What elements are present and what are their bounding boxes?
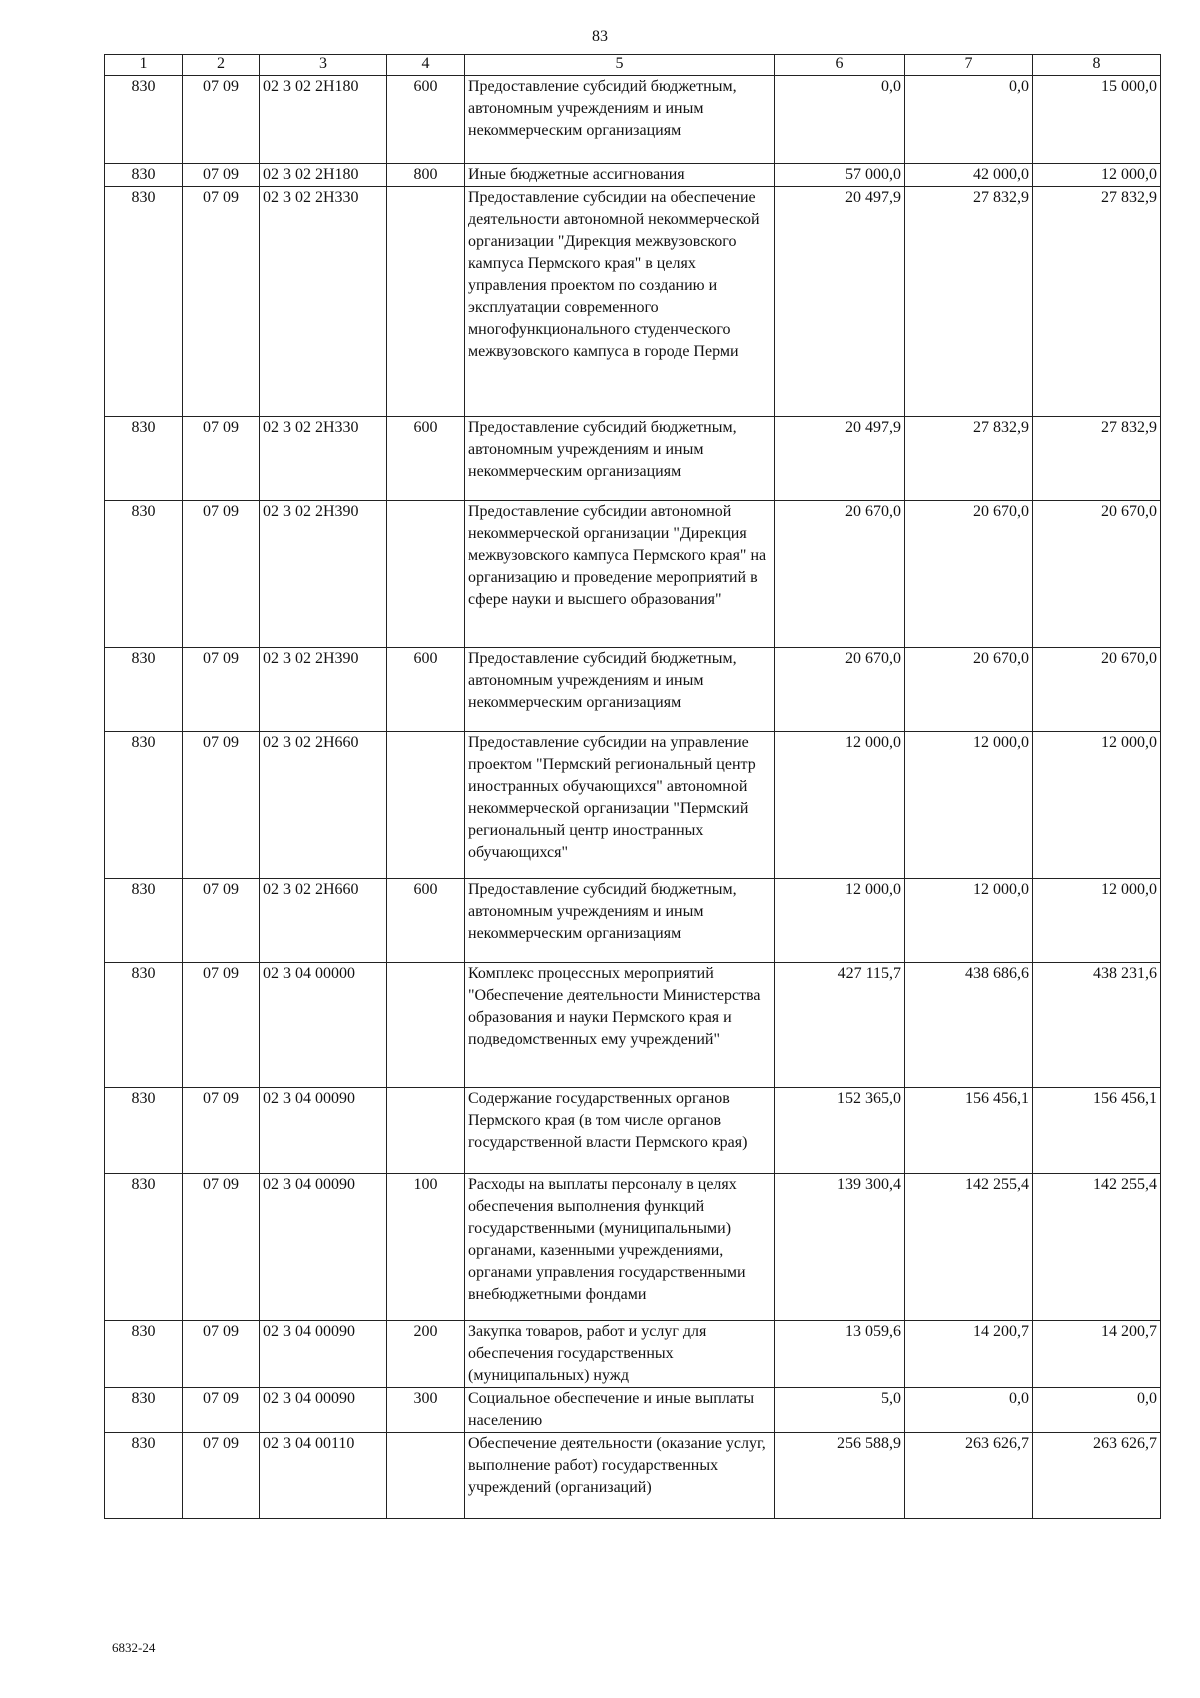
amount-year3-cell: 142 255,4	[1033, 1174, 1161, 1321]
section-cell: 07 09	[183, 648, 260, 732]
table-row	[105, 1321, 1161, 1388]
table-row	[105, 187, 1161, 417]
target-article-cell: 02 3 02 2Н330	[260, 417, 387, 501]
amount-year2-cell: 438 686,6	[905, 963, 1033, 1088]
table-header	[105, 55, 1161, 76]
table-row	[105, 164, 1161, 187]
admin-code-cell: 830	[105, 1174, 183, 1321]
amount-year3-cell: 438 231,6	[1033, 963, 1161, 1088]
amount-year2-cell: 20 670,0	[905, 501, 1033, 648]
expense-kind-cell	[387, 501, 465, 648]
target-article-cell: 02 3 02 2Н180	[260, 76, 387, 164]
amount-year1-cell: 139 300,4	[775, 1174, 905, 1321]
table-row	[105, 1088, 1161, 1174]
column-header: 3	[260, 55, 387, 76]
section-cell: 07 09	[183, 501, 260, 648]
amount-year1-cell: 20 497,9	[775, 417, 905, 501]
amount-year2-cell: 156 456,1	[905, 1088, 1033, 1174]
item-name-cell: Комплекс процессных мероприятий "Обеспечение деятельности Министерства образования и науки Пермского края и подведомственных ему учреждений"	[465, 963, 775, 1088]
admin-code-cell: 830	[105, 417, 183, 501]
amount-year2-cell: 42 000,0	[905, 164, 1033, 187]
amount-year3-cell: 12 000,0	[1033, 164, 1161, 187]
table-row	[105, 1174, 1161, 1321]
section-cell: 07 09	[183, 1388, 260, 1433]
section-cell: 07 09	[183, 1174, 260, 1321]
table-row	[105, 963, 1161, 1088]
expense-kind-cell: 300	[387, 1388, 465, 1433]
section-cell: 07 09	[183, 1321, 260, 1388]
section-cell: 07 09	[183, 1088, 260, 1174]
table-row	[105, 648, 1161, 732]
budget-table	[104, 54, 1161, 1519]
amount-year3-cell: 27 832,9	[1033, 187, 1161, 417]
amount-year1-cell: 12 000,0	[775, 732, 905, 879]
amount-year2-cell: 12 000,0	[905, 732, 1033, 879]
amount-year3-cell: 156 456,1	[1033, 1088, 1161, 1174]
expense-kind-cell	[387, 1433, 465, 1519]
amount-year1-cell: 152 365,0	[775, 1088, 905, 1174]
expense-kind-cell: 600	[387, 76, 465, 164]
item-name-cell: Предоставление субсидии на обеспечение деятельности автономной некоммерческой организации "Дирекция межвузовского кампуса Пермского края" в целях управления проектом по созданию и эксплуатации современного многофункционального студенческого межвузовского кампуса в городе Перми	[465, 187, 775, 417]
amount-year2-cell: 27 832,9	[905, 187, 1033, 417]
column-header: 6	[775, 55, 905, 76]
amount-year2-cell: 263 626,7	[905, 1433, 1033, 1519]
target-article-cell: 02 3 04 00090	[260, 1088, 387, 1174]
column-header: 1	[105, 55, 183, 76]
admin-code-cell: 830	[105, 1433, 183, 1519]
amount-year1-cell: 0,0	[775, 76, 905, 164]
amount-year3-cell: 15 000,0	[1033, 76, 1161, 164]
amount-year1-cell: 427 115,7	[775, 963, 905, 1088]
table-row	[105, 76, 1161, 164]
target-article-cell: 02 3 04 00110	[260, 1433, 387, 1519]
amount-year3-cell: 14 200,7	[1033, 1321, 1161, 1388]
column-header: 4	[387, 55, 465, 76]
admin-code-cell: 830	[105, 76, 183, 164]
amount-year1-cell: 20 497,9	[775, 187, 905, 417]
target-article-cell: 02 3 04 00090	[260, 1321, 387, 1388]
item-name-cell: Обеспечение деятельности (оказание услуг, выполнение работ) государственных учреждений (организаций)	[465, 1433, 775, 1519]
admin-code-cell: 830	[105, 1388, 183, 1433]
amount-year2-cell: 0,0	[905, 1388, 1033, 1433]
section-cell: 07 09	[183, 164, 260, 187]
expense-kind-cell: 200	[387, 1321, 465, 1388]
section-cell: 07 09	[183, 1433, 260, 1519]
column-header: 2	[183, 55, 260, 76]
amount-year1-cell: 5,0	[775, 1388, 905, 1433]
amount-year1-cell: 20 670,0	[775, 501, 905, 648]
expense-kind-cell	[387, 963, 465, 1088]
table-row	[105, 732, 1161, 879]
item-name-cell: Предоставление субсидий бюджетным, автономным учреждениям и иным некоммерческим организациям	[465, 76, 775, 164]
admin-code-cell: 830	[105, 879, 183, 963]
admin-code-cell: 830	[105, 732, 183, 879]
target-article-cell: 02 3 02 2Н660	[260, 879, 387, 963]
amount-year2-cell: 27 832,9	[905, 417, 1033, 501]
page-number: 83	[592, 28, 608, 45]
item-name-cell: Иные бюджетные ассигнования	[465, 164, 775, 187]
admin-code-cell: 830	[105, 187, 183, 417]
admin-code-cell: 830	[105, 1088, 183, 1174]
section-cell: 07 09	[183, 187, 260, 417]
expense-kind-cell	[387, 732, 465, 879]
amount-year2-cell: 20 670,0	[905, 648, 1033, 732]
section-cell: 07 09	[183, 732, 260, 879]
item-name-cell: Предоставление субсидий бюджетным, автономным учреждениям и иным некоммерческим организациям	[465, 879, 775, 963]
amount-year3-cell: 263 626,7	[1033, 1433, 1161, 1519]
amount-year1-cell: 57 000,0	[775, 164, 905, 187]
target-article-cell: 02 3 02 2Н330	[260, 187, 387, 417]
table-row	[105, 501, 1161, 648]
amount-year2-cell: 12 000,0	[905, 879, 1033, 963]
expense-kind-cell: 600	[387, 648, 465, 732]
item-name-cell: Расходы на выплаты персоналу в целях обеспечения выполнения функций государственными (муниципальными) органами, казенными учреждениями, органами управления государственными внебюджетными фондами	[465, 1174, 775, 1321]
column-header: 7	[905, 55, 1033, 76]
column-number-row	[105, 55, 1161, 76]
target-article-cell: 02 3 02 2Н660	[260, 732, 387, 879]
item-name-cell: Социальное обеспечение и иные выплаты населению	[465, 1388, 775, 1433]
target-article-cell: 02 3 02 2Н180	[260, 164, 387, 187]
section-cell: 07 09	[183, 76, 260, 164]
amount-year1-cell: 13 059,6	[775, 1321, 905, 1388]
amount-year3-cell: 20 670,0	[1033, 501, 1161, 648]
document-code: 6832-24	[112, 1640, 156, 1655]
table-body	[105, 76, 1161, 1519]
admin-code-cell: 830	[105, 963, 183, 1088]
target-article-cell: 02 3 02 2Н390	[260, 648, 387, 732]
amount-year1-cell: 20 670,0	[775, 648, 905, 732]
amount-year3-cell: 27 832,9	[1033, 417, 1161, 501]
admin-code-cell: 830	[105, 1321, 183, 1388]
target-article-cell: 02 3 02 2Н390	[260, 501, 387, 648]
item-name-cell: Предоставление субсидии автономной некоммерческой организации "Дирекция межвузовского кампуса Пермского края" на организацию и проведение мероприятий в сфере науки и высшего образования"	[465, 501, 775, 648]
table-row	[105, 1388, 1161, 1433]
section-cell: 07 09	[183, 879, 260, 963]
amount-year2-cell: 142 255,4	[905, 1174, 1033, 1321]
admin-code-cell: 830	[105, 164, 183, 187]
expense-kind-cell	[387, 1088, 465, 1174]
target-article-cell: 02 3 04 00090	[260, 1388, 387, 1433]
table-row	[105, 1433, 1161, 1519]
table-row	[105, 879, 1161, 963]
amount-year2-cell: 0,0	[905, 76, 1033, 164]
target-article-cell: 02 3 04 00000	[260, 963, 387, 1088]
item-name-cell: Предоставление субсидий бюджетным, автономным учреждениям и иным некоммерческим организациям	[465, 648, 775, 732]
item-name-cell: Предоставление субсидии на управление проектом "Пермский региональный центр иностранных обучающихся" автономной некоммерческой организации "Пермский региональный центр иностранных обучающихся"	[465, 732, 775, 879]
item-name-cell: Содержание государственных органов Пермского края (в том числе органов государственной власти Пермского края)	[465, 1088, 775, 1174]
item-name-cell: Закупка товаров, работ и услуг для обеспечения государственных (муниципальных) нужд	[465, 1321, 775, 1388]
admin-code-cell: 830	[105, 648, 183, 732]
table-row	[105, 417, 1161, 501]
amount-year3-cell: 12 000,0	[1033, 732, 1161, 879]
target-article-cell: 02 3 04 00090	[260, 1174, 387, 1321]
amount-year2-cell: 14 200,7	[905, 1321, 1033, 1388]
section-cell: 07 09	[183, 963, 260, 1088]
expense-kind-cell: 600	[387, 879, 465, 963]
section-cell: 07 09	[183, 417, 260, 501]
expense-kind-cell	[387, 187, 465, 417]
column-header: 5	[465, 55, 775, 76]
amount-year1-cell: 256 588,9	[775, 1433, 905, 1519]
amount-year3-cell: 20 670,0	[1033, 648, 1161, 732]
amount-year1-cell: 12 000,0	[775, 879, 905, 963]
admin-code-cell: 830	[105, 501, 183, 648]
amount-year3-cell: 0,0	[1033, 1388, 1161, 1433]
expense-kind-cell: 800	[387, 164, 465, 187]
item-name-cell: Предоставление субсидий бюджетным, автономным учреждениям и иным некоммерческим организациям	[465, 417, 775, 501]
amount-year3-cell: 12 000,0	[1033, 879, 1161, 963]
column-header: 8	[1033, 55, 1161, 76]
expense-kind-cell: 600	[387, 417, 465, 501]
expense-kind-cell: 100	[387, 1174, 465, 1321]
